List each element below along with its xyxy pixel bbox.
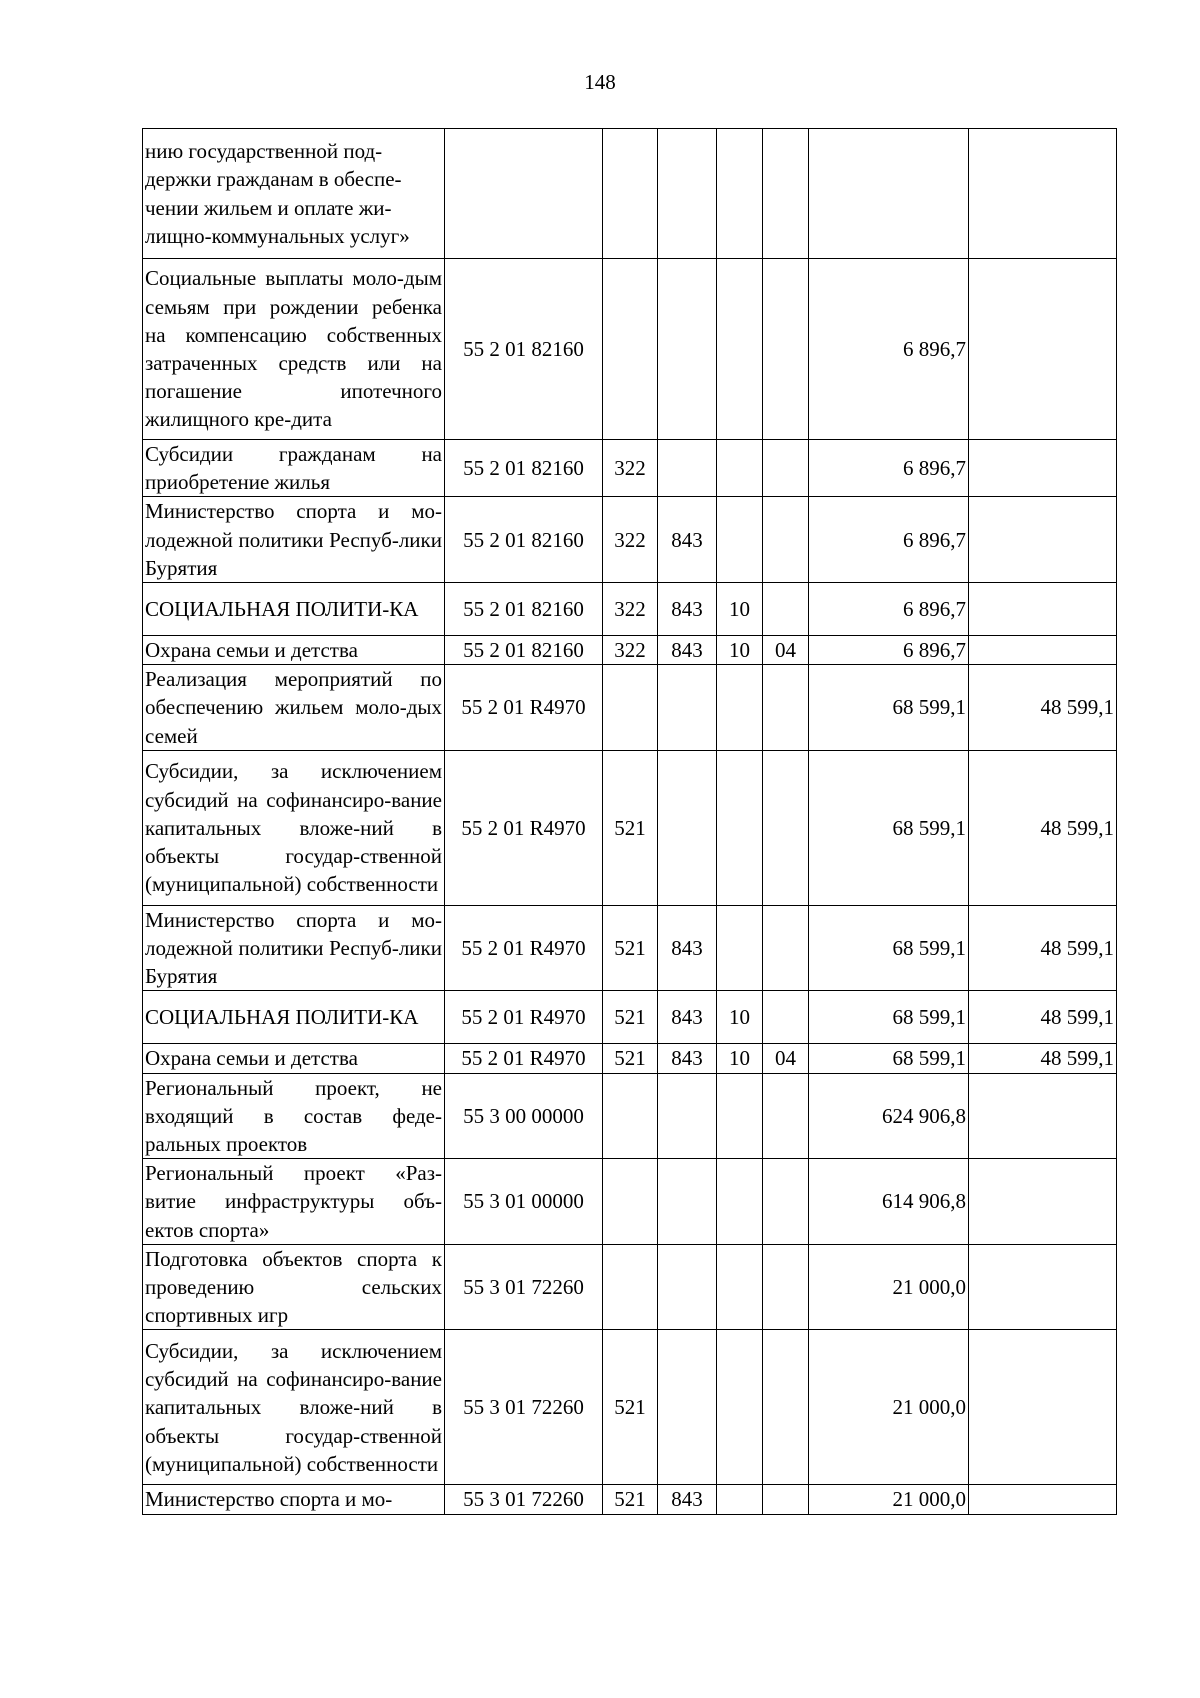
ministry-code [658, 1073, 717, 1159]
ministry-code [658, 1159, 717, 1245]
table-row [143, 1244, 1117, 1330]
subsection-code [763, 440, 809, 497]
amount-total: 21 000,0 [809, 1485, 969, 1514]
amount-federal: 48 599,1 [969, 991, 1117, 1044]
subsection-code: 04 [763, 1044, 809, 1073]
row-name: Министерство спорта и мо-лодежной политики Респуб-лики Бурятия [143, 497, 445, 583]
section-code [717, 1330, 763, 1485]
target-article-code: 55 2 01 82160 [445, 440, 603, 497]
section-code: 10 [717, 636, 763, 665]
section-code [717, 259, 763, 440]
table-row [143, 991, 1117, 1044]
subsection-code [763, 1244, 809, 1330]
amount-total [809, 129, 969, 259]
amount-federal [969, 1159, 1117, 1245]
amount-total: 6 896,7 [809, 497, 969, 583]
row-name: Министерство спорта и мо- [143, 1485, 445, 1514]
expense-type-code: 521 [603, 750, 658, 905]
table-row [143, 1073, 1117, 1159]
amount-federal: 48 599,1 [969, 665, 1117, 751]
amount-total: 6 896,7 [809, 440, 969, 497]
page-number: 148 [584, 70, 616, 94]
amount-total: 6 896,7 [809, 636, 969, 665]
subsection-code [763, 665, 809, 751]
expense-type-code: 322 [603, 440, 658, 497]
subsection-code: 04 [763, 636, 809, 665]
table-row [143, 665, 1117, 751]
section-code: 10 [717, 1044, 763, 1073]
section-code [717, 905, 763, 991]
table-row [143, 583, 1117, 636]
subsection-code [763, 1073, 809, 1159]
ministry-code: 843 [658, 583, 717, 636]
section-code: 10 [717, 991, 763, 1044]
target-article-code: 55 2 01 R4970 [445, 750, 603, 905]
ministry-code [658, 665, 717, 751]
subsection-code [763, 750, 809, 905]
row-name: СОЦИАЛЬНАЯ ПОЛИТИ-КА [143, 583, 445, 636]
ministry-code [658, 259, 717, 440]
expense-type-code: 521 [603, 991, 658, 1044]
table-row [143, 497, 1117, 583]
subsection-code [763, 583, 809, 636]
target-article-code [445, 129, 603, 259]
section-code [717, 1159, 763, 1245]
expense-type-code [603, 259, 658, 440]
amount-total: 68 599,1 [809, 665, 969, 751]
table-row [143, 905, 1117, 991]
row-name: Подготовка объектов спорта к проведению сельских спортивных игр [143, 1244, 445, 1330]
row-name: Региональный проект «Раз-витие инфраструктуры объ-ектов спорта» [143, 1159, 445, 1245]
amount-federal [969, 440, 1117, 497]
ministry-code [658, 1244, 717, 1330]
target-article-code: 55 2 01 82160 [445, 583, 603, 636]
row-name: Социальные выплаты моло-дым семьям при рождении ребенка на компенсацию собственных затраченных средств или на погашение ипотечного жилищного кре-дита [143, 259, 445, 440]
row-name: Субсидии, за исключением субсидий на софинансиро-вание капитальных вложе-ний в объекты государ-ственной (муниципальной) собственности [143, 750, 445, 905]
row-name: нию государственной под-держки гражданам в обеспе-чении жильем и оплате жи-лищно-коммунальных услуг» [143, 129, 445, 259]
row-name: Субсидии, за исключением субсидий на софинансиро-вание капитальных вложе-ний в объекты государ-ственной (муниципальной) собственности [143, 1330, 445, 1485]
table-row [143, 636, 1117, 665]
section-code [717, 129, 763, 259]
target-article-code: 55 2 01 82160 [445, 259, 603, 440]
target-article-code: 55 2 01 82160 [445, 636, 603, 665]
expense-type-code: 521 [603, 1485, 658, 1514]
ministry-code: 843 [658, 1044, 717, 1073]
ministry-code: 843 [658, 497, 717, 583]
target-article-code: 55 3 01 00000 [445, 1159, 603, 1245]
table-row [143, 440, 1117, 497]
amount-federal [969, 259, 1117, 440]
ministry-code: 843 [658, 905, 717, 991]
table-row [143, 1485, 1117, 1514]
subsection-code [763, 497, 809, 583]
section-code [717, 1073, 763, 1159]
amount-federal [969, 1330, 1117, 1485]
row-name: СОЦИАЛЬНАЯ ПОЛИТИ-КА [143, 991, 445, 1044]
expense-type-code [603, 1159, 658, 1245]
amount-total: 614 906,8 [809, 1159, 969, 1245]
amount-total: 21 000,0 [809, 1330, 969, 1485]
section-code [717, 1485, 763, 1514]
ministry-code: 843 [658, 636, 717, 665]
row-name: Охрана семьи и детства [143, 636, 445, 665]
section-code [717, 497, 763, 583]
ministry-code [658, 440, 717, 497]
ministry-code: 843 [658, 1485, 717, 1514]
amount-total: 624 906,8 [809, 1073, 969, 1159]
budget-table [142, 128, 1117, 1515]
table-row [143, 259, 1117, 440]
target-article-code: 55 2 01 82160 [445, 497, 603, 583]
expense-type-code [603, 665, 658, 751]
table-row [143, 1044, 1117, 1073]
amount-federal [969, 1073, 1117, 1159]
ministry-code [658, 1330, 717, 1485]
table-body [143, 129, 1117, 1515]
ministry-code: 843 [658, 991, 717, 1044]
table-row [143, 1159, 1117, 1245]
ministry-code [658, 750, 717, 905]
ministry-code [658, 129, 717, 259]
amount-federal [969, 497, 1117, 583]
target-article-code: 55 3 01 72260 [445, 1330, 603, 1485]
expense-type-code: 521 [603, 1044, 658, 1073]
target-article-code: 55 2 01 R4970 [445, 1044, 603, 1073]
subsection-code [763, 1485, 809, 1514]
amount-federal [969, 583, 1117, 636]
target-article-code: 55 3 01 72260 [445, 1244, 603, 1330]
expense-type-code [603, 1073, 658, 1159]
expense-type-code: 322 [603, 636, 658, 665]
amount-total: 6 896,7 [809, 583, 969, 636]
section-code [717, 440, 763, 497]
row-name: Охрана семьи и детства [143, 1044, 445, 1073]
table-row [143, 129, 1117, 259]
target-article-code: 55 2 01 R4970 [445, 665, 603, 751]
section-code [717, 750, 763, 905]
expense-type-code [603, 1244, 658, 1330]
target-article-code: 55 3 00 00000 [445, 1073, 603, 1159]
amount-federal: 48 599,1 [969, 1044, 1117, 1073]
expense-type-code [603, 129, 658, 259]
amount-total: 68 599,1 [809, 1044, 969, 1073]
subsection-code [763, 129, 809, 259]
expense-type-code: 322 [603, 583, 658, 636]
row-name: Реализация мероприятий по обеспечению жильем моло-дых семей [143, 665, 445, 751]
amount-federal [969, 636, 1117, 665]
row-name: Субсидии гражданам на приобретение жилья [143, 440, 445, 497]
amount-total: 6 896,7 [809, 259, 969, 440]
amount-total: 21 000,0 [809, 1244, 969, 1330]
section-code [717, 1244, 763, 1330]
subsection-code [763, 991, 809, 1044]
amount-total: 68 599,1 [809, 991, 969, 1044]
expense-type-code: 521 [603, 905, 658, 991]
subsection-code [763, 905, 809, 991]
amount-total: 68 599,1 [809, 750, 969, 905]
subsection-code [763, 259, 809, 440]
target-article-code: 55 2 01 R4970 [445, 905, 603, 991]
target-article-code: 55 2 01 R4970 [445, 991, 603, 1044]
subsection-code [763, 1159, 809, 1245]
amount-total: 68 599,1 [809, 905, 969, 991]
row-name: Региональный проект, не входящий в состав феде-ральных проектов [143, 1073, 445, 1159]
subsection-code [763, 1330, 809, 1485]
amount-federal: 48 599,1 [969, 905, 1117, 991]
amount-federal: 48 599,1 [969, 750, 1117, 905]
table-row [143, 750, 1117, 905]
expense-type-code: 322 [603, 497, 658, 583]
amount-federal [969, 1485, 1117, 1514]
row-name: Министерство спорта и мо-лодежной политики Респуб-лики Бурятия [143, 905, 445, 991]
table-row [143, 1330, 1117, 1485]
section-code: 10 [717, 583, 763, 636]
amount-federal [969, 1244, 1117, 1330]
section-code [717, 665, 763, 751]
target-article-code: 55 3 01 72260 [445, 1485, 603, 1514]
amount-federal [969, 129, 1117, 259]
expense-type-code: 521 [603, 1330, 658, 1485]
